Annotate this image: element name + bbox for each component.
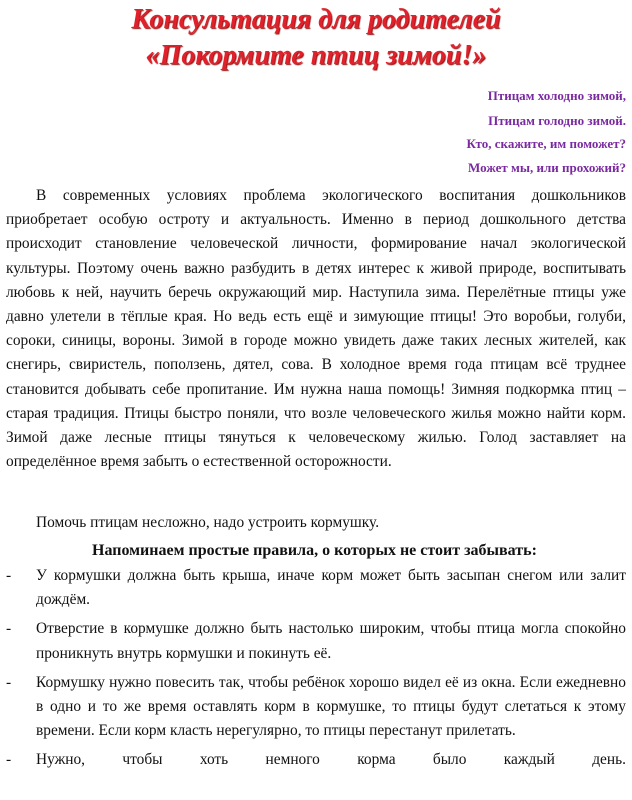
poem-line-1: Птицам холодно зимой,: [487, 88, 626, 103]
rule-item: [0, 564, 632, 612]
rule-text: Отверстие в кормушке должно быть настолько широким, чтобы птица могла спокойно проникнуть внутрь кормушки и покинуть её.: [36, 620, 626, 662]
rules-list: [0, 564, 632, 778]
rule-item: [0, 617, 632, 665]
poem-line-3: Кто, скажите, им поможет?: [466, 136, 626, 151]
rule-bullet: -: [6, 751, 12, 769]
body-paragraph-2: Помочь птицам несложно, надо устроить кормушку.: [36, 514, 380, 531]
rule-item: [0, 748, 632, 772]
title-line-1: Консультация для родителей: [131, 4, 501, 35]
title-line-2: «Покормите птиц зимой!»: [145, 40, 487, 71]
rule-text: У кормушки должна быть крыша, иначе корм может быть засыпан снегом или залит дождём.: [36, 567, 626, 609]
poem-line-2: Птицам голодно зимой.: [488, 113, 626, 128]
rule-bullet: -: [6, 567, 12, 584]
poem-line-4: Может мы, или прохожий?: [468, 160, 626, 175]
rule-text: Кормушку нужно повесить так, чтобы ребёнок хорошо видел её из окна. Если ежедневно в одно и то же время оставлять корм в кормушке, то птицы будут слетаться к этому времени. Если корм класть нерегулярно, то птицы перестанут прилетать.: [36, 673, 626, 740]
rule-bullet: -: [6, 620, 12, 638]
rules-heading: Напоминаем простые правила, о которых не стоит забывать:: [92, 542, 537, 559]
body-paragraph-1: В современных условиях проблема экологического воспитания дошкольников приобретает особую остроту и актуальность. Именно в период дошкольного детства происходит становление человеческой личности, формирование начал экологической культуры. Поэтому очень важно разбудить в детях интерес к живой природе, воспитывать любовь к ней, научить беречь окружающий мир. Наступила зима. Перелётные птицы уже давно улетели в тёплые края. Но ведь есть ещё и зимующие птицы! Это воробьи, голуби, сороки, синицы, вороны. Зимой в городе можно увидеть даже таких лесных жителей, как снегирь, свиристель, поползень, дятел, сова. В холодное время года птицам всё труднее становится добывать себе пропитание. Им нужна наша помощь! Зимняя подкормка птиц – старая традиция. Птицы быстро поняли, что возле человеческого жилья можно найти корм. Зимой даже лесные птицы тянуться к человеческому жилью. Голод заставляет на определённое время забыть о естественной осторожности.: [6, 187, 626, 471]
rule-item: [0, 671, 632, 744]
rule-bullet: -: [6, 673, 12, 691]
rule-text: Нужно, чтобы хоть немного корма было каждый день.: [36, 751, 626, 769]
